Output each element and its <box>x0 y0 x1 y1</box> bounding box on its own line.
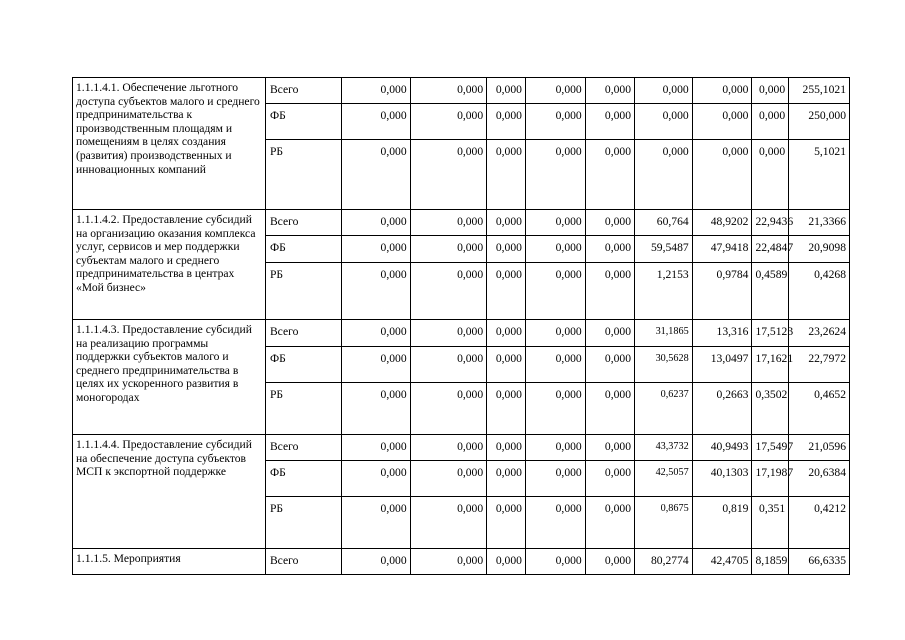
value-cell: 0,000 <box>487 320 526 347</box>
value-cell: 17,5123 <box>752 320 789 347</box>
value-cell: 0,000 <box>410 263 487 320</box>
budget-table <box>72 77 850 575</box>
value-cell: 0,000 <box>487 104 526 140</box>
funding-source-cell: Всего <box>265 320 342 347</box>
value-cell: 31,1865 <box>635 320 693 347</box>
measure-name-cell: 1.1.1.4.1. Обеспечение льготного доступа субъектов малого и среднего предпринимательства к производственным площадям и помещениям в целях создания (развития) производственных и инновационных компаний <box>73 78 266 210</box>
value-cell: 0,000 <box>585 320 634 347</box>
value-cell: 0,000 <box>525 461 585 497</box>
value-cell: 0,000 <box>585 104 634 140</box>
value-cell: 0,000 <box>410 435 487 461</box>
value-cell: 0,000 <box>585 140 634 210</box>
funding-source-cell: РБ <box>265 140 342 210</box>
value-cell: 0,000 <box>525 78 585 104</box>
value-cell: 0,000 <box>410 383 487 435</box>
value-cell: 0,000 <box>410 236 487 263</box>
value-cell: 40,9493 <box>692 435 752 461</box>
value-cell: 5,1021 <box>789 140 850 210</box>
value-cell: 0,000 <box>410 140 487 210</box>
value-cell: 13,0497 <box>692 347 752 383</box>
value-cell: 0,000 <box>487 461 526 497</box>
value-cell: 0,3502 <box>752 383 789 435</box>
value-cell: 0,000 <box>635 140 693 210</box>
value-cell: 22,9436 <box>752 210 789 236</box>
table-row <box>73 78 850 104</box>
value-cell: 0,000 <box>342 461 410 497</box>
value-cell: 0,000 <box>487 383 526 435</box>
value-cell: 42,4705 <box>692 549 752 575</box>
value-cell: 0,000 <box>342 140 410 210</box>
funding-source-cell: Всего <box>265 210 342 236</box>
value-cell: 0,000 <box>487 140 526 210</box>
value-cell: 0,000 <box>342 210 410 236</box>
value-cell: 0,000 <box>525 383 585 435</box>
measure-name-cell: 1.1.1.5. Мероприятия <box>73 549 266 575</box>
value-cell: 0,000 <box>692 104 752 140</box>
value-cell: 17,1621 <box>752 347 789 383</box>
value-cell: 0,9784 <box>692 263 752 320</box>
value-cell: 0,000 <box>585 347 634 383</box>
value-cell: 0,2663 <box>692 383 752 435</box>
value-cell: 0,000 <box>692 140 752 210</box>
value-cell: 0,4589 <box>752 263 789 320</box>
value-cell: 0,000 <box>487 263 526 320</box>
value-cell: 80,2774 <box>635 549 693 575</box>
funding-source-cell: Всего <box>265 78 342 104</box>
value-cell: 0,000 <box>342 347 410 383</box>
value-cell: 0,000 <box>525 347 585 383</box>
funding-source-cell: Всего <box>265 549 342 575</box>
value-cell: 0,000 <box>410 347 487 383</box>
measure-name-cell: 1.1.1.4.3. Предоставление субсидий на реализацию программы поддержки субъектов малого и среднего предпринимательства в целях их ускоренного развития в моногородах <box>73 320 266 435</box>
value-cell: 0,000 <box>342 78 410 104</box>
value-cell: 43,3732 <box>635 435 693 461</box>
value-cell: 30,5628 <box>635 347 693 383</box>
value-cell: 0,000 <box>525 263 585 320</box>
value-cell: 0,000 <box>410 78 487 104</box>
value-cell: 0,000 <box>410 497 487 549</box>
value-cell: 60,764 <box>635 210 693 236</box>
funding-source-cell: ФБ <box>265 347 342 383</box>
value-cell: 0,000 <box>487 435 526 461</box>
value-cell: 0,000 <box>410 104 487 140</box>
value-cell: 0,000 <box>635 104 693 140</box>
value-cell: 66,6335 <box>789 549 850 575</box>
value-cell: 0,4212 <box>789 497 850 549</box>
value-cell: 21,0596 <box>789 435 850 461</box>
value-cell: 0,000 <box>525 140 585 210</box>
value-cell: 0,000 <box>525 236 585 263</box>
value-cell: 0,000 <box>342 549 410 575</box>
value-cell: 0,000 <box>585 236 634 263</box>
funding-source-cell: РБ <box>265 497 342 549</box>
value-cell: 20,9098 <box>789 236 850 263</box>
table-row <box>73 435 850 461</box>
value-cell: 0,000 <box>585 461 634 497</box>
value-cell: 0,000 <box>487 497 526 549</box>
table-row <box>73 320 850 347</box>
value-cell: 0,000 <box>585 435 634 461</box>
value-cell: 0,000 <box>692 78 752 104</box>
funding-source-cell: ФБ <box>265 236 342 263</box>
value-cell: 0,4652 <box>789 383 850 435</box>
value-cell: 47,9418 <box>692 236 752 263</box>
measure-name-cell: 1.1.1.4.2. Предоставление субсидий на организацию оказания комплекса услуг, сервисов и мер поддержки субъектам малого и среднего предпринимательства в центрах «Мой бизнес» <box>73 210 266 320</box>
value-cell: 17,1987 <box>752 461 789 497</box>
budget-table-body <box>73 78 850 575</box>
measure-name-cell: 1.1.1.4.4. Предоставление субсидий на обеспечение доступа субъектов МСП к экспортной поддержке <box>73 435 266 549</box>
value-cell: 0,000 <box>410 210 487 236</box>
value-cell: 22,4847 <box>752 236 789 263</box>
value-cell: 0,351 <box>752 497 789 549</box>
funding-source-cell: ФБ <box>265 461 342 497</box>
table-row <box>73 210 850 236</box>
value-cell: 0,000 <box>525 320 585 347</box>
value-cell: 0,000 <box>752 78 789 104</box>
value-cell: 0,8675 <box>635 497 693 549</box>
value-cell: 59,5487 <box>635 236 693 263</box>
value-cell: 40,1303 <box>692 461 752 497</box>
value-cell: 0,000 <box>525 104 585 140</box>
value-cell: 0,000 <box>525 549 585 575</box>
value-cell: 0,000 <box>585 383 634 435</box>
value-cell: 0,000 <box>342 263 410 320</box>
value-cell: 0,000 <box>410 549 487 575</box>
value-cell: 0,000 <box>752 104 789 140</box>
value-cell: 0,000 <box>585 210 634 236</box>
value-cell: 0,4268 <box>789 263 850 320</box>
value-cell: 13,316 <box>692 320 752 347</box>
value-cell: 0,000 <box>525 497 585 549</box>
value-cell: 0,000 <box>342 383 410 435</box>
funding-source-cell: ФБ <box>265 104 342 140</box>
value-cell: 0,000 <box>410 461 487 497</box>
value-cell: 1,2153 <box>635 263 693 320</box>
value-cell: 20,6384 <box>789 461 850 497</box>
value-cell: 0,000 <box>342 497 410 549</box>
value-cell: 0,000 <box>487 236 526 263</box>
value-cell: 0,000 <box>342 104 410 140</box>
value-cell: 0,000 <box>342 236 410 263</box>
value-cell: 0,000 <box>525 435 585 461</box>
value-cell: 23,2624 <box>789 320 850 347</box>
funding-source-cell: РБ <box>265 383 342 435</box>
value-cell: 0,000 <box>342 320 410 347</box>
value-cell: 0,000 <box>487 210 526 236</box>
value-cell: 0,000 <box>585 497 634 549</box>
value-cell: 0,000 <box>487 549 526 575</box>
value-cell: 17,5497 <box>752 435 789 461</box>
value-cell: 0,000 <box>585 549 634 575</box>
value-cell: 0,000 <box>585 263 634 320</box>
value-cell: 0,000 <box>525 210 585 236</box>
funding-source-cell: РБ <box>265 263 342 320</box>
table-row <box>73 549 850 575</box>
value-cell: 0,6237 <box>635 383 693 435</box>
value-cell: 250,000 <box>789 104 850 140</box>
value-cell: 48,9202 <box>692 210 752 236</box>
value-cell: 0,000 <box>487 347 526 383</box>
value-cell: 0,000 <box>752 140 789 210</box>
value-cell: 0,819 <box>692 497 752 549</box>
value-cell: 255,1021 <box>789 78 850 104</box>
value-cell: 0,000 <box>585 78 634 104</box>
value-cell: 0,000 <box>487 78 526 104</box>
value-cell: 8,1859 <box>752 549 789 575</box>
value-cell: 21,3366 <box>789 210 850 236</box>
funding-source-cell: Всего <box>265 435 342 461</box>
value-cell: 42,5057 <box>635 461 693 497</box>
value-cell: 0,000 <box>410 320 487 347</box>
value-cell: 0,000 <box>342 435 410 461</box>
value-cell: 22,7972 <box>789 347 850 383</box>
value-cell: 0,000 <box>635 78 693 104</box>
